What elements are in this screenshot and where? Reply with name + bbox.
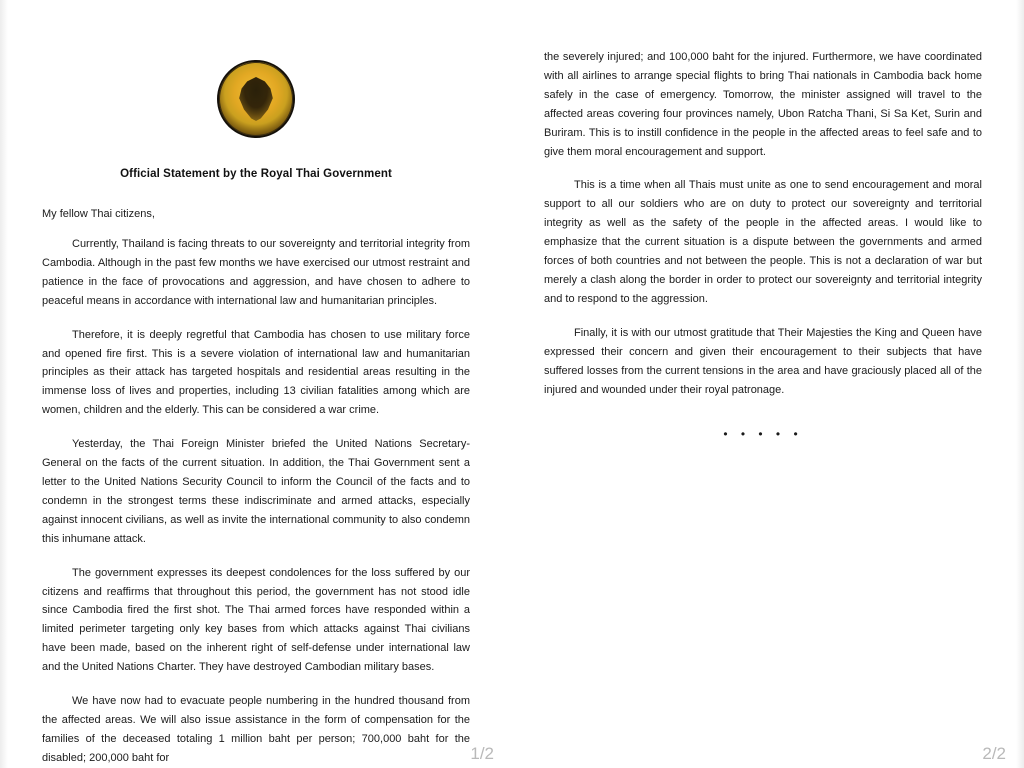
page-number-indicator: 2/2 (982, 744, 1006, 763)
document-page-2 (512, 0, 1024, 768)
paragraph: Therefore, it is deeply regretful that Cambodia has chosen to use military force and opened fire first. This is a severe violation of international law and humanitarian principles as their attack has targeted hospitals and residential areas resulting in the immense loss of lives and properties, including 13 civilian fatalities among which are women, children and the elderly. This can be considered a war crime. (42, 328, 470, 417)
paragraph: Yesterday, the Thai Foreign Minister briefed the United Nations Secretary-General on the facts of the current situation. In addition, the Thai Government sent a letter to the United Nations Security Council to inform the Council of the facts and to condemn in the strongest terms these indiscriminate and armed attacks, especially against innocent civilians, as well as invite the international community to also condemn this inhumane attack. (42, 438, 470, 545)
section-separator: • • • • • (723, 427, 803, 442)
page-title: Official Statement by the Royal Thai Government (120, 168, 392, 180)
paragraph: Finally, it is with our utmost gratitude that Their Majesties the King and Queen have expressed their concern and given their encouragement to their subjects that have suffered losses from the current tensions in the area and have graciously placed all of the injured and wounded under their royal patronage. (544, 326, 982, 396)
garuda-emblem-icon (217, 60, 295, 138)
page-number-indicator: 1/2 (470, 744, 494, 763)
paragraph: This is a time when all Thais must unite as one to send encouragement and moral support to all our soldiers who are on duty to protect our sovereignty and territorial integrity as well as the safety of the people in the affected areas. I would like to emphasize that the current situation is a dispute between the governments and armed forces of both countries and not between the people. This is not a declaration of war but merely a clash along the border in order to protect our sovereignty and territorial integrity and to respond to the aggression. (544, 179, 982, 305)
paragraph: the severely injured; and 100,000 baht for the injured. Furthermore, we have coordinated with all airlines to arrange special flights to bring Thai nationals in Cambodia back home safely in the case of emergency. Tomorrow, the minister assigned will travel to the affected areas covering four provinces namely, Ubon Ratcha Thani, Si Sa Ket, Surin and Buriram. This is to instill confidence in the people in the affected areas to feel safe and to give them moral encouragement and support. (544, 51, 982, 158)
page-2-content (544, 48, 982, 768)
paragraph: We have now had to evacuate people numbering in the hundred thousand from the affected areas. We will also issue assistance in the form of compensation for the families of the deceased totaling 1 million baht per person; 700,000 baht for the disabled; 200,000 baht for (42, 695, 470, 764)
paragraph: The government expresses its deepest condolences for the loss suffered by our citizens and reaffirms that throughout this period, the government has not stood idle since Cambodia fired the first shot. The Thai armed forces have responded within a limited perimeter targeting only key bases from which attacks against Thai civilians have been made, based on the inherent right of self-defense under international law and the United Nations Charter. They have destroyed Cambodian military bases. (42, 566, 470, 674)
paragraph: Currently, Thailand is facing threats to our sovereignty and territorial integrity from Cambodia. Although in the past few months we have exercised our utmost restraint and patience in the face of provocations and aggression, and have chosen to adhere to peaceful means in accordance with international law and humanitarian principles. (42, 238, 470, 307)
page-1-content (42, 60, 470, 768)
salutation-text: My fellow Thai citizens, (42, 208, 155, 220)
